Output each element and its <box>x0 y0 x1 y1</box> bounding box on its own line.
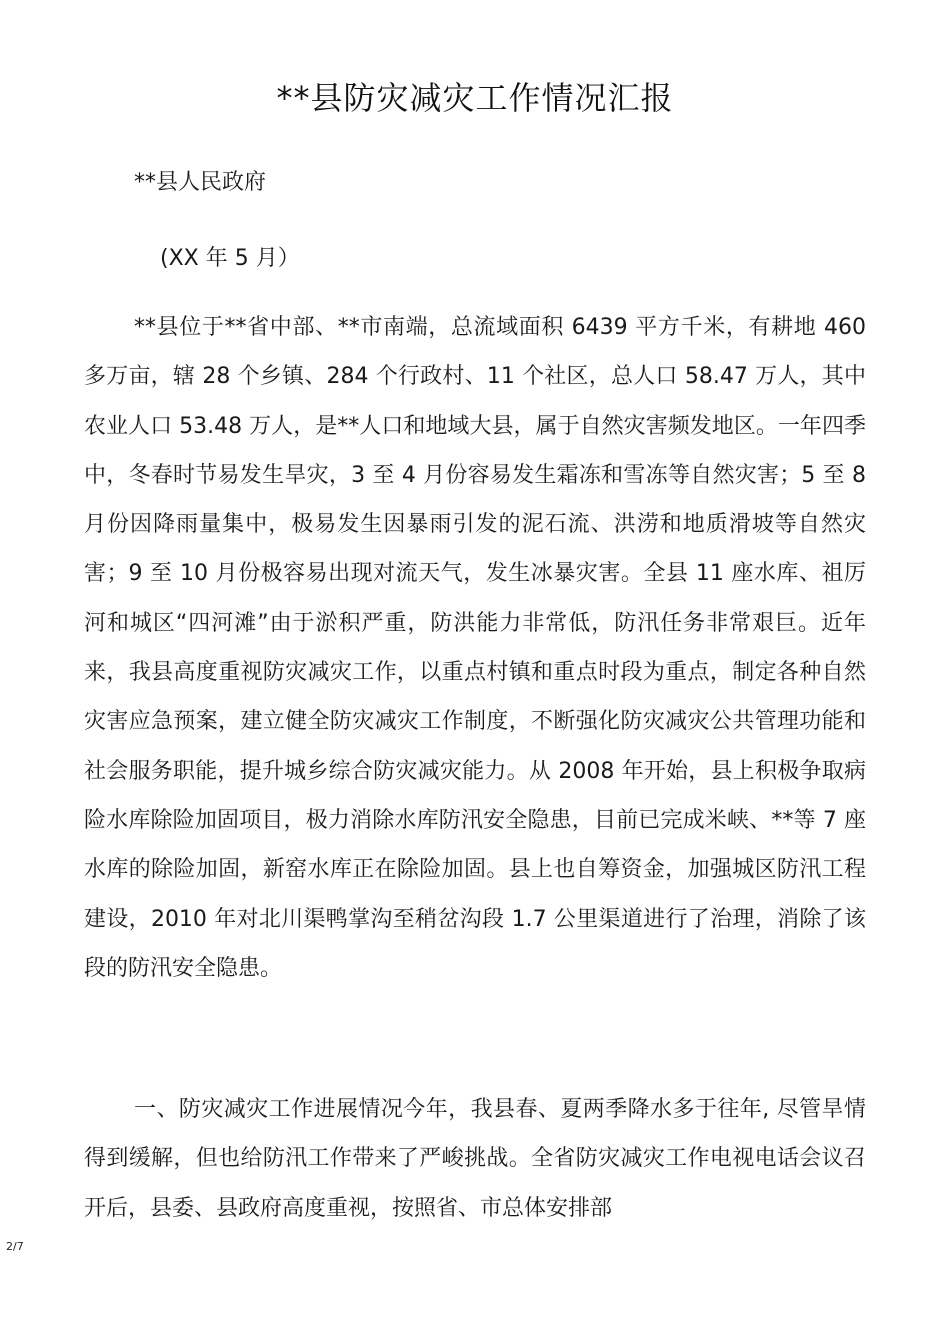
body-paragraph: **县位于**省中部、**市南端，总流域面积 6439 平方千米，有耕地 460 多万亩，辖 28 个乡镇、284 个行政村、11 个社区，总人口 58.47 万人，其中农业人口 53.48 万人，是**人口和地域大县，属于自然灾害频发地区。一年四季中，冬春时节易发生旱灾，3 至 4 月份容易发生霜冻和雪冻等自然灾害；5 至 8 月份因降雨量集中，极易发生因暴雨引发的泥石流、洪涝和地质滑坡等自然灾害；9 至 10 月份极容易出现对流天气，发生冰暴灾害。全县 11 座水库、祖厉河和城区“四河滩”由于淤积严重，防洪能力非常低，防汛任务非常艰巨。近年来，我县高度重视防灾减灾工作，以重点村镇和重点时段为重点，制定各种自然灾害应急预案，建立健全防灾减灾工作制度，不断强化防灾减灾公共管理功能和社会服务职能，提升城乡综合防灾减灾能力。从 2008 年开始，县上积极争取病险水库除险加固项目，极力消除水库防汛安全隐患，目前已完成米峡、**等 7 座水库的除险加固，新窑水库正在除险加固。县上也自筹资金，加强城区防汛工程建设，2010 年对北川渠鸭掌沟至稍岔沟段 1.7 公里渠道进行了治理，消除了该段的防汛安全隐患。 <box>84 315 866 981</box>
document-author: **县人民政府 <box>134 170 267 195</box>
body-paragraph: 一、防灾减灾工作进展情况今年，我县春、夏两季降水多于往年, 尽管旱情得到缓解，但也给防汛工作带来了严峻挑战。全省防灾减灾工作电视电话会议召开后，县委、县政府高度重视，按照省、市总体安排部 <box>84 1097 866 1221</box>
document-date: (XX 年 5 月） <box>160 246 300 271</box>
page-number: 2/7 <box>6 1240 24 1253</box>
document-title: **县防灾减灾工作情况汇报 <box>276 79 674 117</box>
